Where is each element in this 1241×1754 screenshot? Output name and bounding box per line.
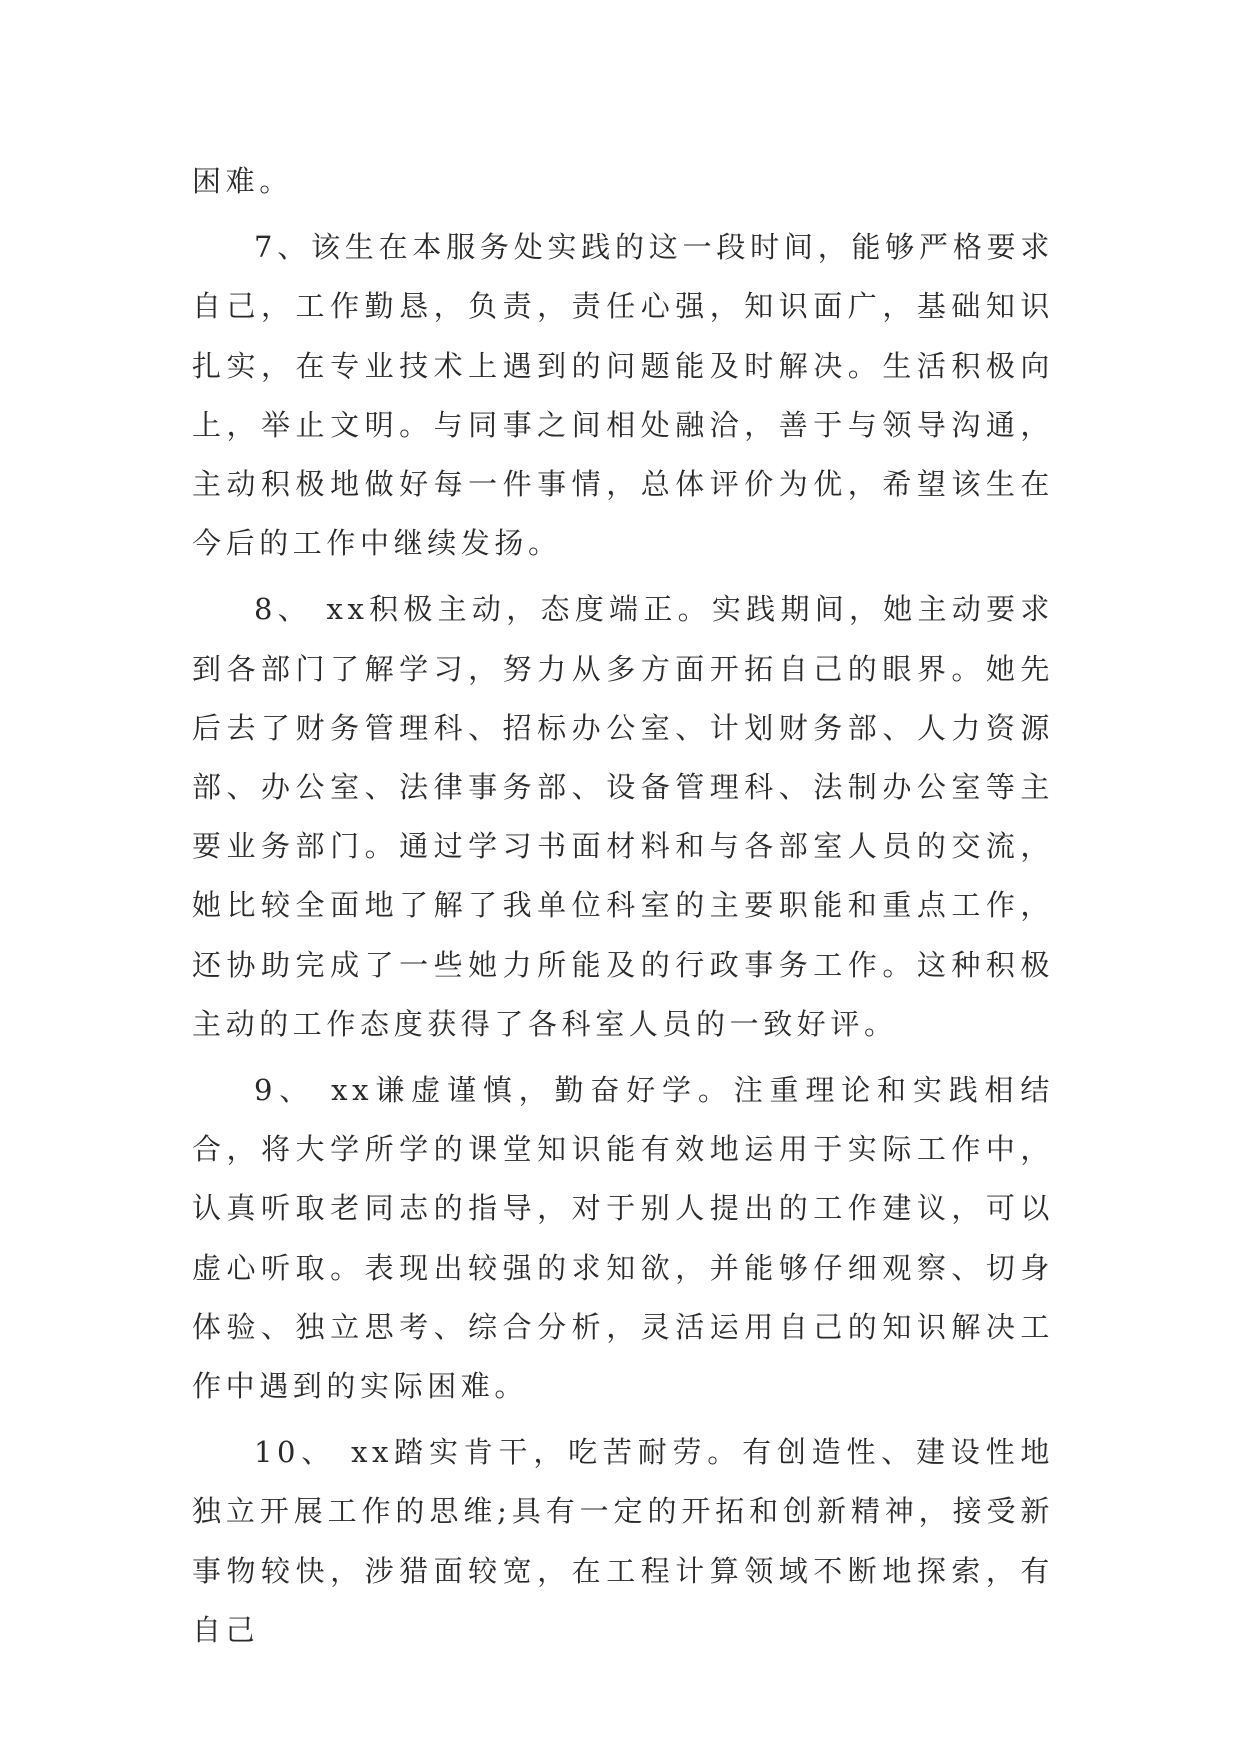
paragraph-item-9: 9、 xx谦虚谨慎，勤奋好学。注重理论和实践相结合，将大学所学的课堂知识能有效地运用于实际工作中，认真听取老同志的指导，对于别人提出的工作建议，可以虚心听取。表现出较强的求知欲，并能够仔细观察、切身体验、独立思考、综合分析，灵活运用自己的知识解决工作中遇到的实际困难。 xyxy=(192,1073,1054,1404)
paragraph-continuation: 困难。 xyxy=(192,164,293,198)
paragraph-item-8: 8、 xx积极主动，态度端正。实践期间，她主动要求到各部门了解学习，努力从多方面开拓自己的眼界。她先后去了财务管理科、招标办公室、计划财务部、人力资源部、办公室、法律事务部、设备管理科、法制办公室等主要业务部门。通过学习书面材料和与各部室人员的交流，她比较全面地了解了我单位科室的主要职能和重点工作，还协助完成了一些她力所能及的行政事务工作。这种积极主动的工作态度获得了各科室人员的一致好评。 xyxy=(192,592,1054,1041)
document-body xyxy=(192,152,1054,1660)
paragraph-item-10: 10、 xx踏实肯干，吃苦耐劳。有创造性、建设性地独立开展工作的思维;具有一定的开拓和创新精神，接受新事物较快，涉猎面较宽，在工程计算领域不断地探索，有自己 xyxy=(192,1435,1054,1647)
paragraph-item-7: 7、该生在本服务处实践的这一段时间，能够严格要求自己，工作勤恳，负责，责任心强，知识面广，基础知识扎实，在专业技术上遇到的问题能及时解决。生活积极向上，举止文明。与同事之间相处融洽，善于与领导沟通，主动积极地做好每一件事情，总体评价为优，希望该生在今后的工作中继续发扬。 xyxy=(192,230,1054,561)
